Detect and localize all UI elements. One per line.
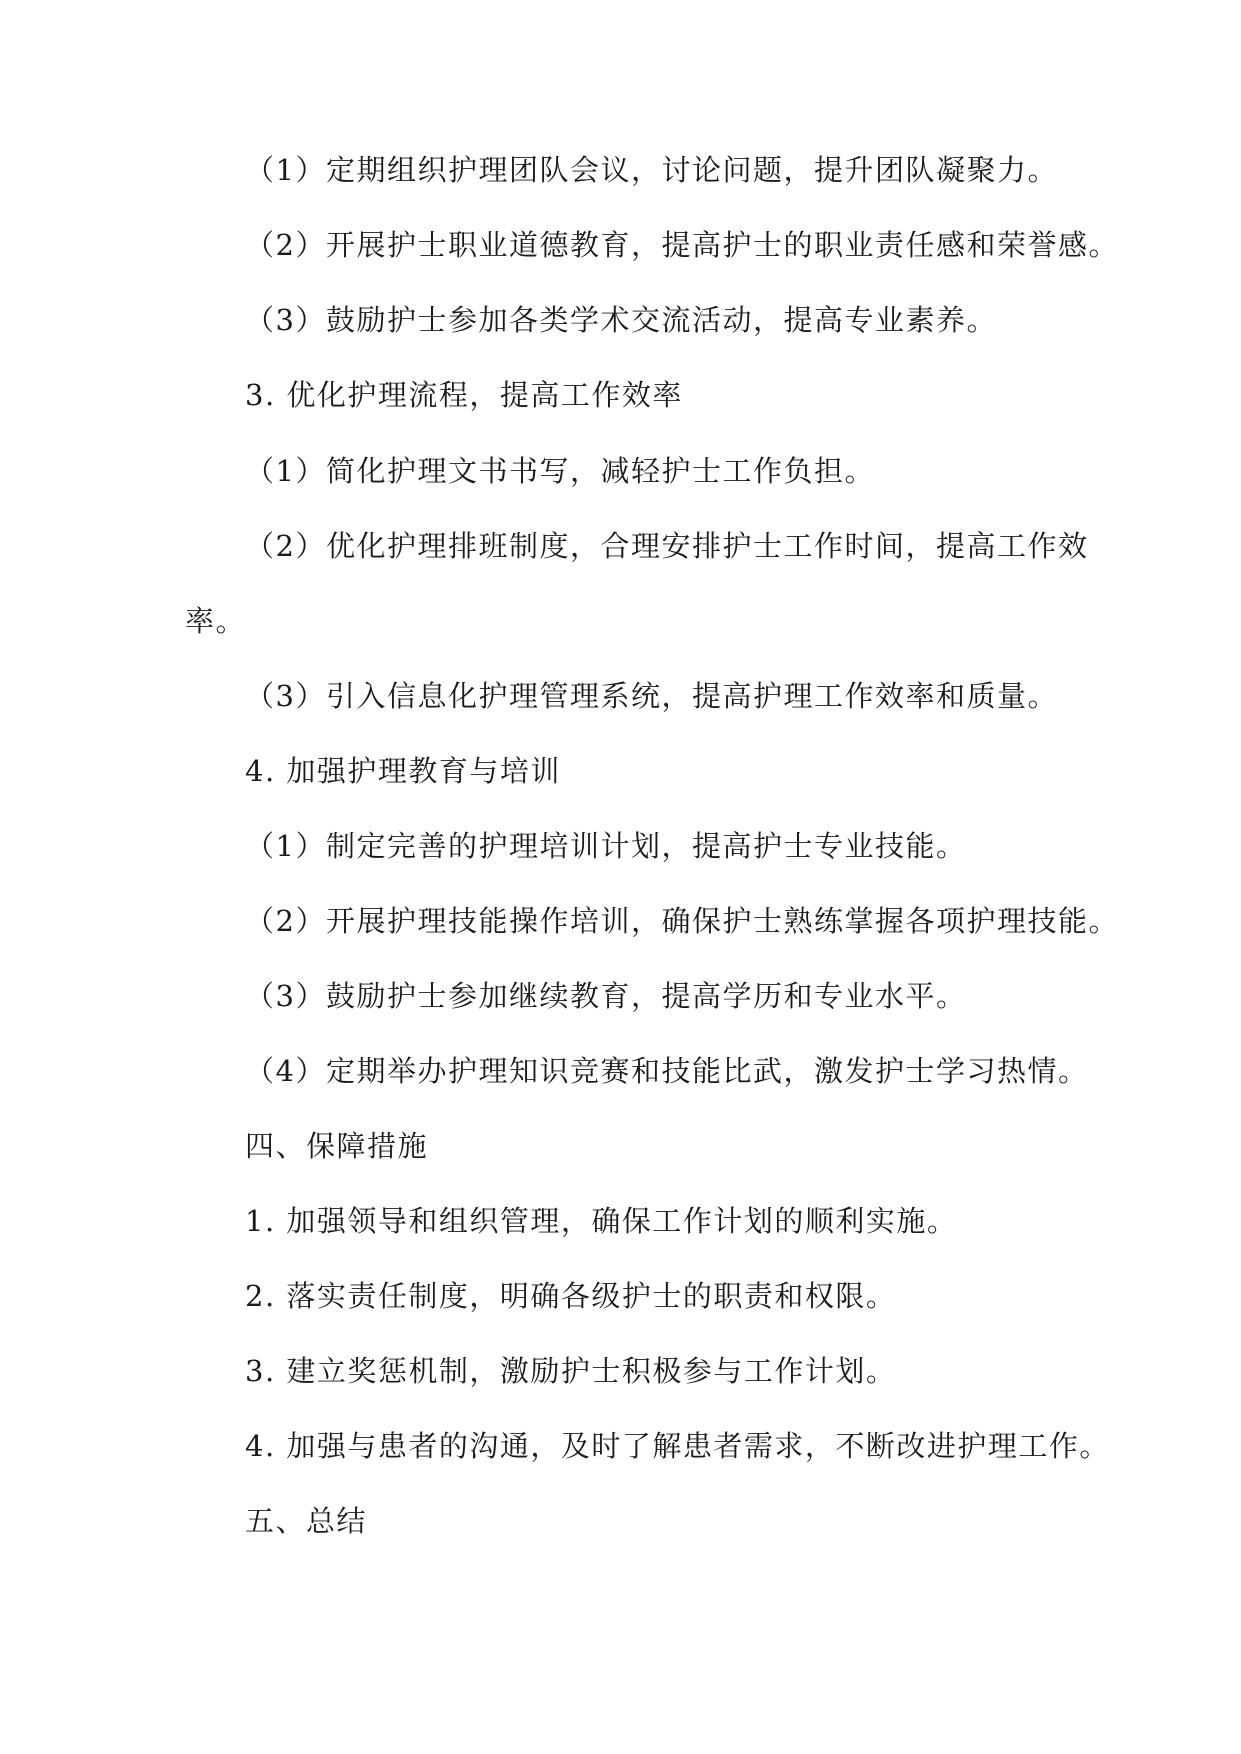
paragraph-line: （4）定期举办护理知识竞赛和技能比武，激发护士学习热情。 [245, 1054, 1089, 1088]
paragraph-line: 3. 建立奖惩机制，激励护士积极参与工作计划。 [245, 1354, 897, 1388]
paragraph-line: （2）开展护士职业道德教育，提高护士的职业责任感和荣誉感。 [245, 228, 1119, 262]
paragraph-line: 1. 加强领导和组织管理，确保工作计划的顺利实施。 [245, 1204, 958, 1238]
paragraph-line: （3）引入信息化护理管理系统，提高护理工作效率和质量。 [245, 679, 1058, 713]
paragraph-line: （1）简化护理文书书写，减轻护士工作负担。 [245, 454, 875, 488]
paragraph-line: （2）开展护理技能操作培训，确保护士熟练掌握各项护理技能。 [245, 904, 1119, 938]
paragraph-line: （2）优化护理排班制度，合理安排护士工作时间，提高工作效 [245, 529, 1089, 563]
paragraph-line: （3）鼓励护士参加继续教育，提高学历和专业水平。 [245, 979, 967, 1013]
paragraph-line: 4. 加强与患者的沟通，及时了解患者需求，不断改进护理工作。 [245, 1429, 1110, 1463]
paragraph-line: 2. 落实责任制度，明确各级护士的职责和权限。 [245, 1279, 897, 1313]
section-heading: 3. 优化护理流程，提高工作效率 [245, 378, 683, 412]
paragraph-line: （3）鼓励护士参加各类学术交流活动，提高专业素养。 [245, 303, 997, 337]
paragraph-line: 率。 [185, 604, 247, 638]
section-heading: 五、总结 [245, 1504, 368, 1538]
paragraph-line: （1）制定完善的护理培训计划，提高护士专业技能。 [245, 829, 967, 863]
section-heading: 4. 加强护理教育与培训 [245, 754, 561, 788]
paragraph-line: （1）定期组织护理团队会议，讨论问题，提升团队凝聚力。 [245, 153, 1058, 187]
section-heading: 四、保障措施 [245, 1129, 429, 1163]
